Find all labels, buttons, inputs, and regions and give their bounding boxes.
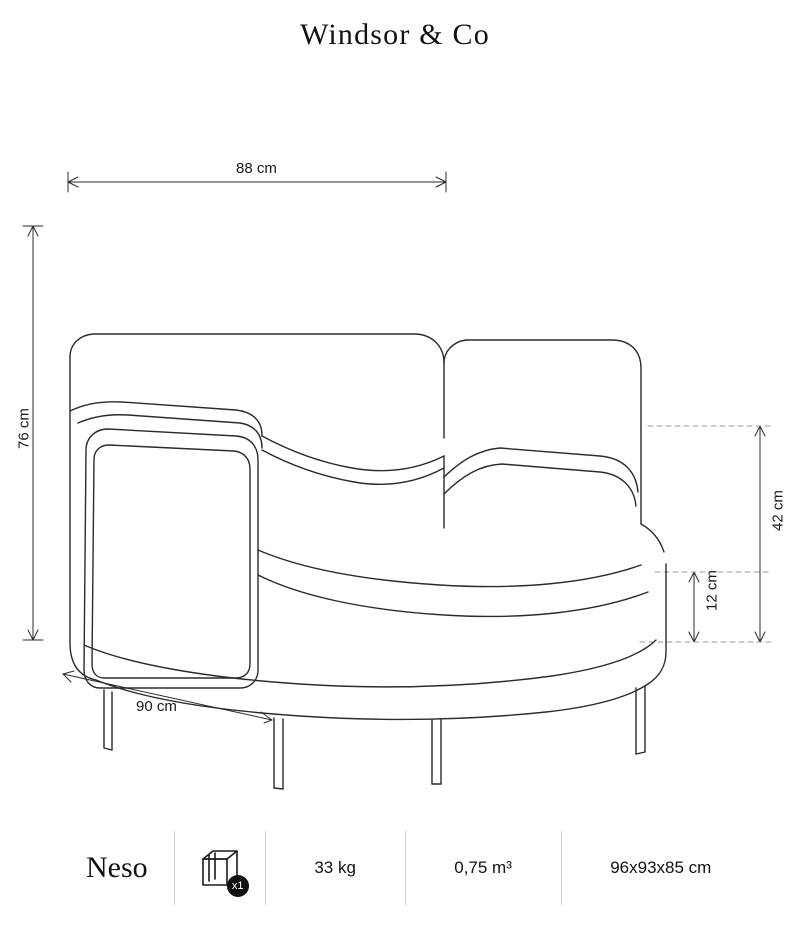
dimension-label-height: 76 cm <box>15 408 33 449</box>
dimension-label-seat-height: 42 cm <box>769 490 787 531</box>
brand-title <box>0 18 790 52</box>
chair-legs <box>104 686 645 789</box>
package-quantity-badge: x1 <box>227 875 249 897</box>
weight-value: 33 kg <box>314 858 356 877</box>
volume-value: 0,75 m³ <box>454 858 512 877</box>
technical-drawing <box>0 120 790 810</box>
dimension-label-depth: 90 cm <box>136 698 177 715</box>
spec-footer <box>60 826 760 910</box>
model-name: Neso <box>86 851 148 884</box>
dimension-label-leg-height: 12 cm <box>703 570 721 611</box>
dimension-arrow-seat-height <box>755 426 765 642</box>
dimension-arrow-leg-height <box>689 572 699 642</box>
dimension-label-width: 88 cm <box>236 160 277 177</box>
package-dimensions-value: 96x93x85 cm <box>610 858 712 877</box>
brand-name: Windsor & Co <box>300 18 490 51</box>
armchair-line-drawing <box>0 120 790 810</box>
cardboard-box-icon <box>193 841 247 895</box>
package-cell <box>175 826 265 910</box>
